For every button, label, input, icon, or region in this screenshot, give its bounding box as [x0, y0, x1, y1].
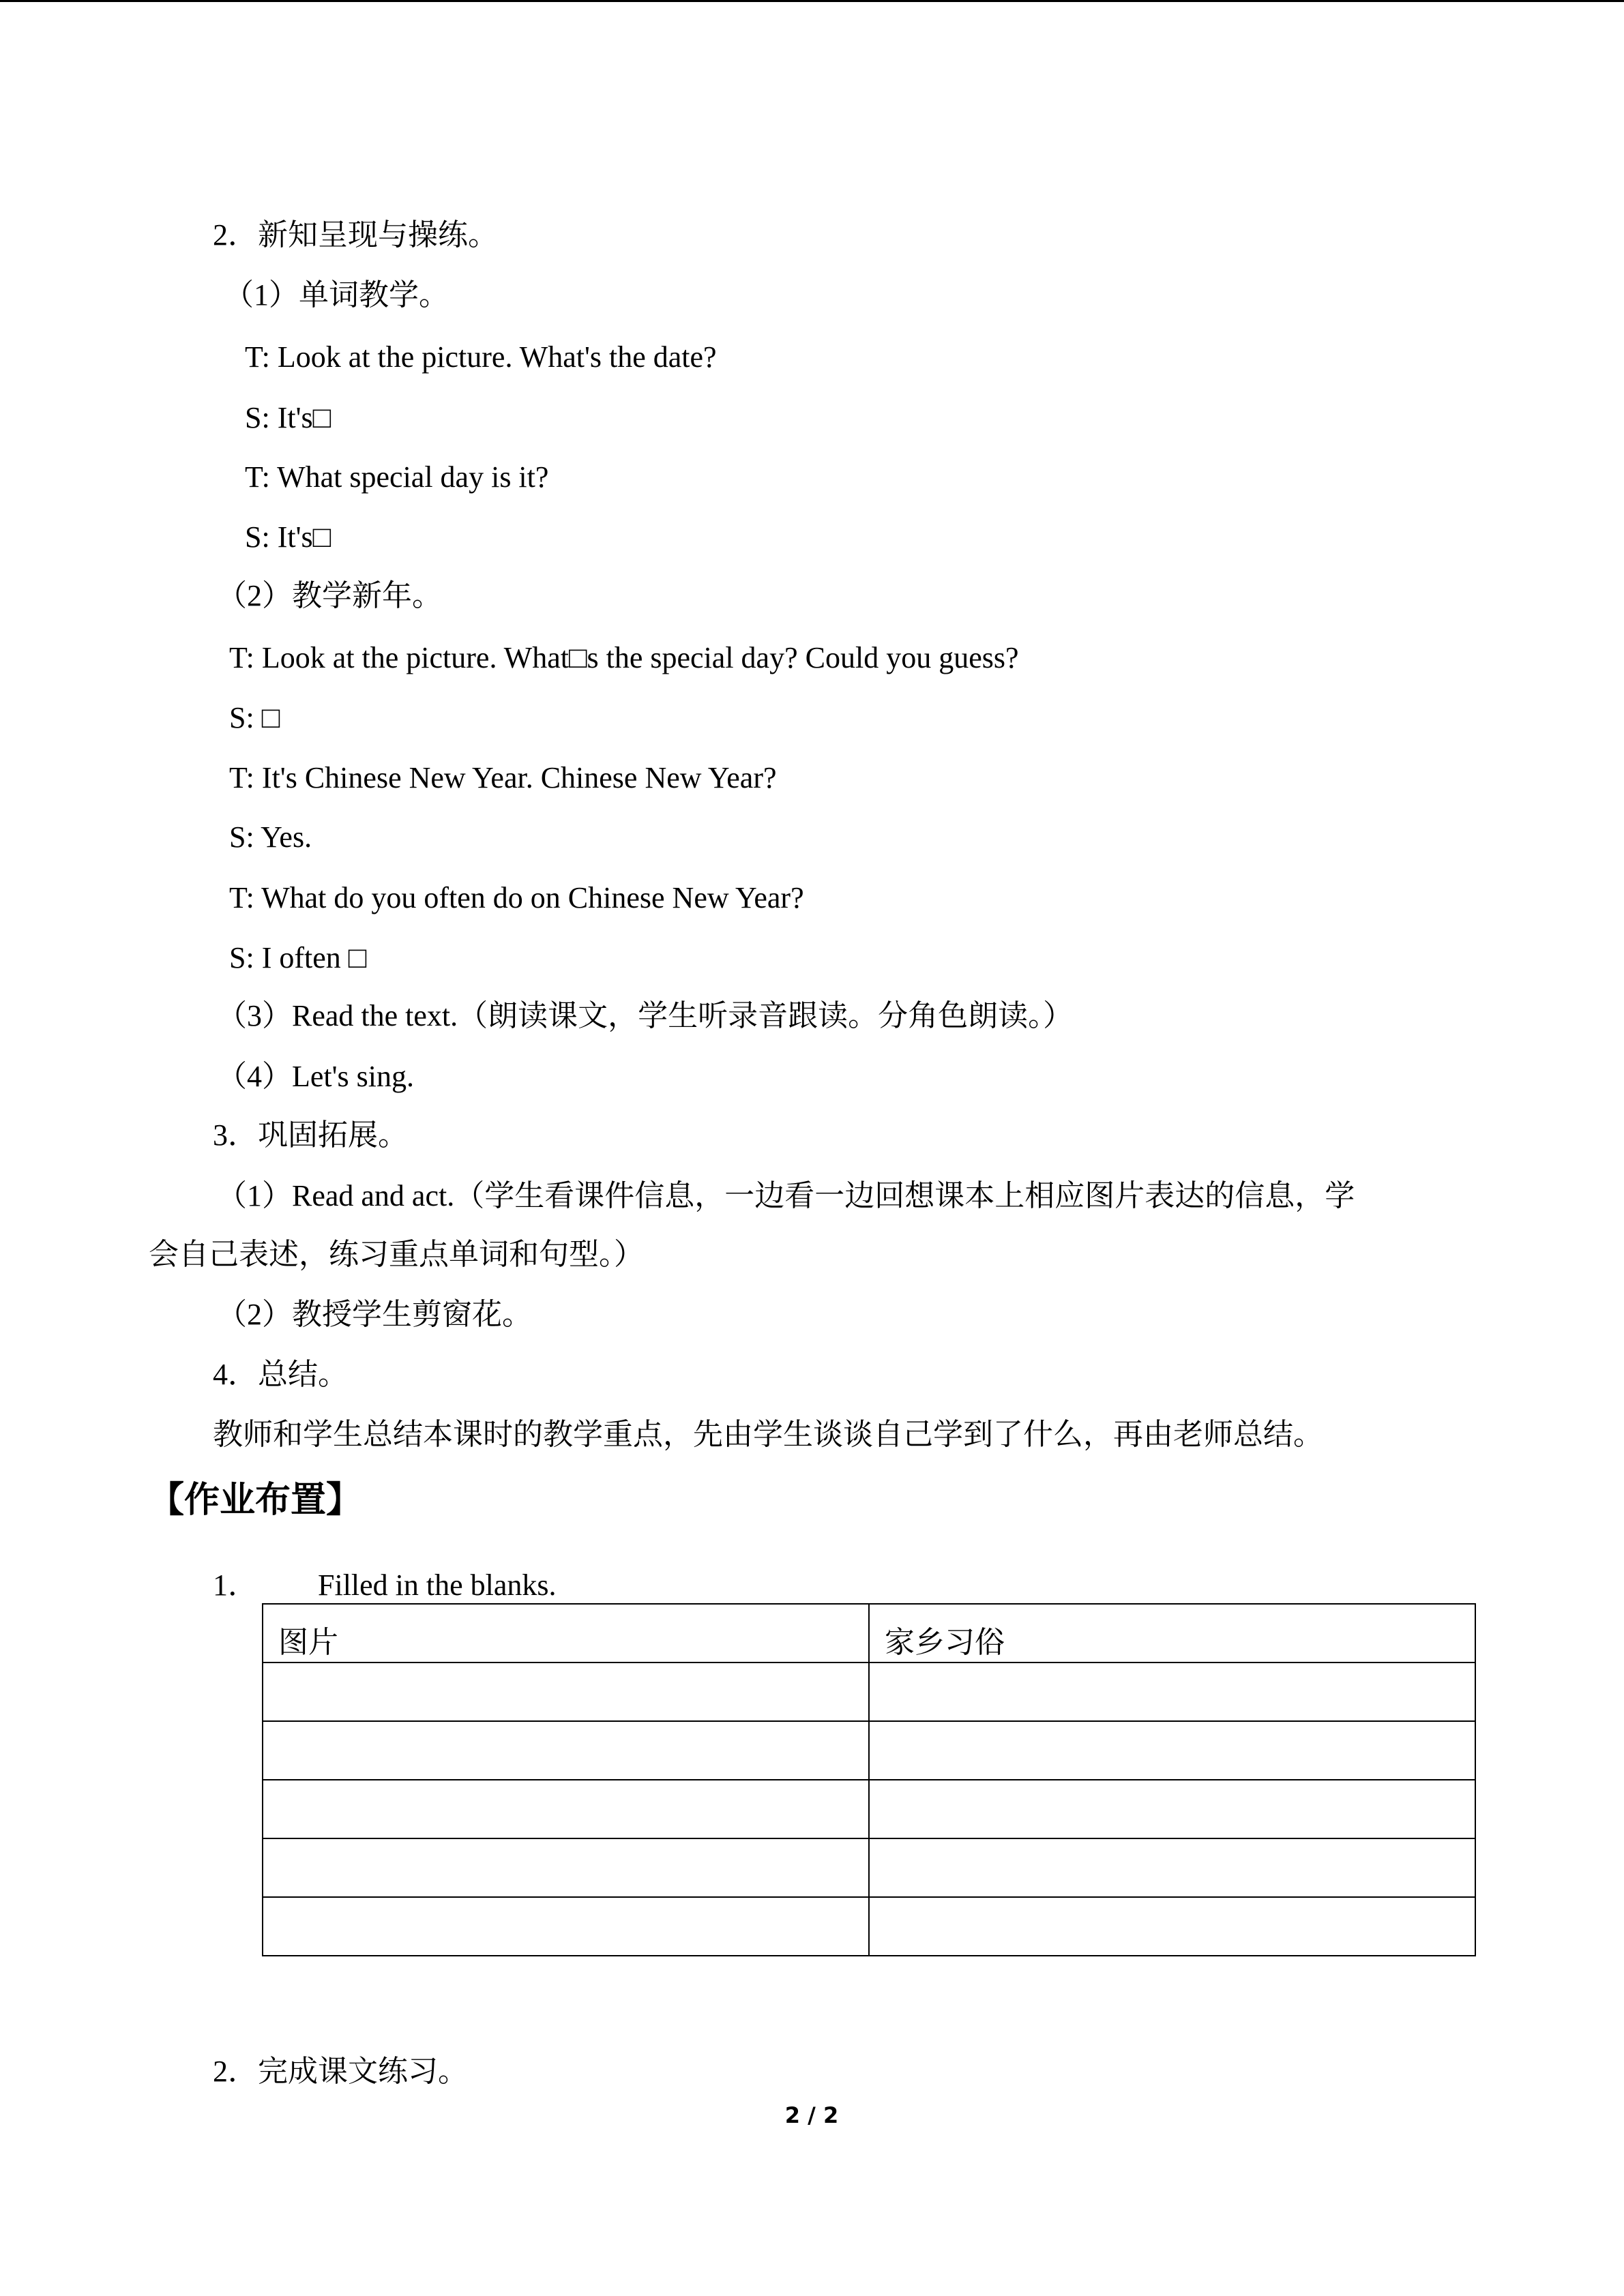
blank-cell — [869, 1721, 1475, 1780]
step-3-heading: 3．巩固拓展。 — [213, 1118, 408, 1152]
dialogue-line: T: What do you often do on Chinese New Year? — [229, 881, 804, 914]
dialogue-line: T: What special day is it? — [245, 460, 549, 494]
substep-read-and-act-continued: 会自己表述，练习重点单词和句型。） — [149, 1238, 644, 1271]
header-hometown-customs: 家乡习俗 — [869, 1604, 1475, 1663]
substep-paper-cutting: （2）教授学生剪窗花。 — [217, 1298, 532, 1331]
table-row — [263, 1897, 1475, 1956]
table-row — [263, 1838, 1475, 1897]
dialogue-line: S: Yes. — [229, 820, 312, 854]
summary-text: 教师和学生总结本课时的教学重点，先由学生谈谈自己学到了什么，再由老师总结。 — [213, 1418, 1323, 1451]
blank-cell — [869, 1897, 1475, 1956]
blank-cell — [263, 1897, 869, 1956]
dialogue-line: S: It's□ — [245, 520, 331, 554]
homework-item-2: 2．完成课文练习。 — [213, 2055, 468, 2088]
substep-read-and-act: （1）Read and act.（学生看课件信息，一边看一边回想课本上相应图片表达的信息，学 — [217, 1179, 1355, 1212]
table-header-row — [263, 1604, 1475, 1663]
top-border — [0, 0, 1624, 2]
homework-item-1-number: 1． — [213, 1568, 258, 1602]
fill-in-table — [262, 1603, 1476, 1956]
dialogue-line: S: □ — [229, 701, 280, 734]
blank-cell — [263, 1721, 869, 1780]
blank-cell — [869, 1663, 1475, 1721]
blank-cell — [263, 1663, 869, 1721]
blank-cell — [263, 1780, 869, 1838]
homework-item-1-text: Filled in the blanks. — [318, 1568, 557, 1602]
blank-cell — [263, 1838, 869, 1897]
page-number: 2 / 2 — [784, 2102, 839, 2128]
dialogue-line: S: It's□ — [245, 401, 331, 434]
table-row — [263, 1663, 1475, 1721]
substep-3-text: （3）Read the text.（朗读课文，学生听录音跟读。分角色朗读。） — [217, 999, 1074, 1032]
dialogue-line: T: Look at the picture. What□s the special day? Could you guess? — [229, 641, 1019, 674]
step-2-heading: 2．新知呈现与操练。 — [213, 218, 498, 252]
table-row — [263, 1721, 1475, 1780]
header-picture: 图片 — [263, 1604, 869, 1663]
dialogue-line: S: I often □ — [229, 941, 367, 974]
dialogue-line: T: It's Chinese New Year. Chinese New Year? — [229, 761, 777, 794]
step-4-heading: 4．总结。 — [213, 1358, 348, 1391]
homework-heading: 【作业布置】 — [149, 1480, 362, 1521]
substep-2-heading: （2）教学新年。 — [217, 579, 442, 612]
table-row — [263, 1780, 1475, 1838]
substep-4-text: （4）Let's sing. — [217, 1060, 415, 1093]
blank-cell — [869, 1838, 1475, 1897]
dialogue-line: T: Look at the picture. What's the date? — [245, 340, 717, 374]
substep-1-heading: （1）单词教学。 — [224, 278, 449, 312]
blank-cell — [869, 1780, 1475, 1838]
